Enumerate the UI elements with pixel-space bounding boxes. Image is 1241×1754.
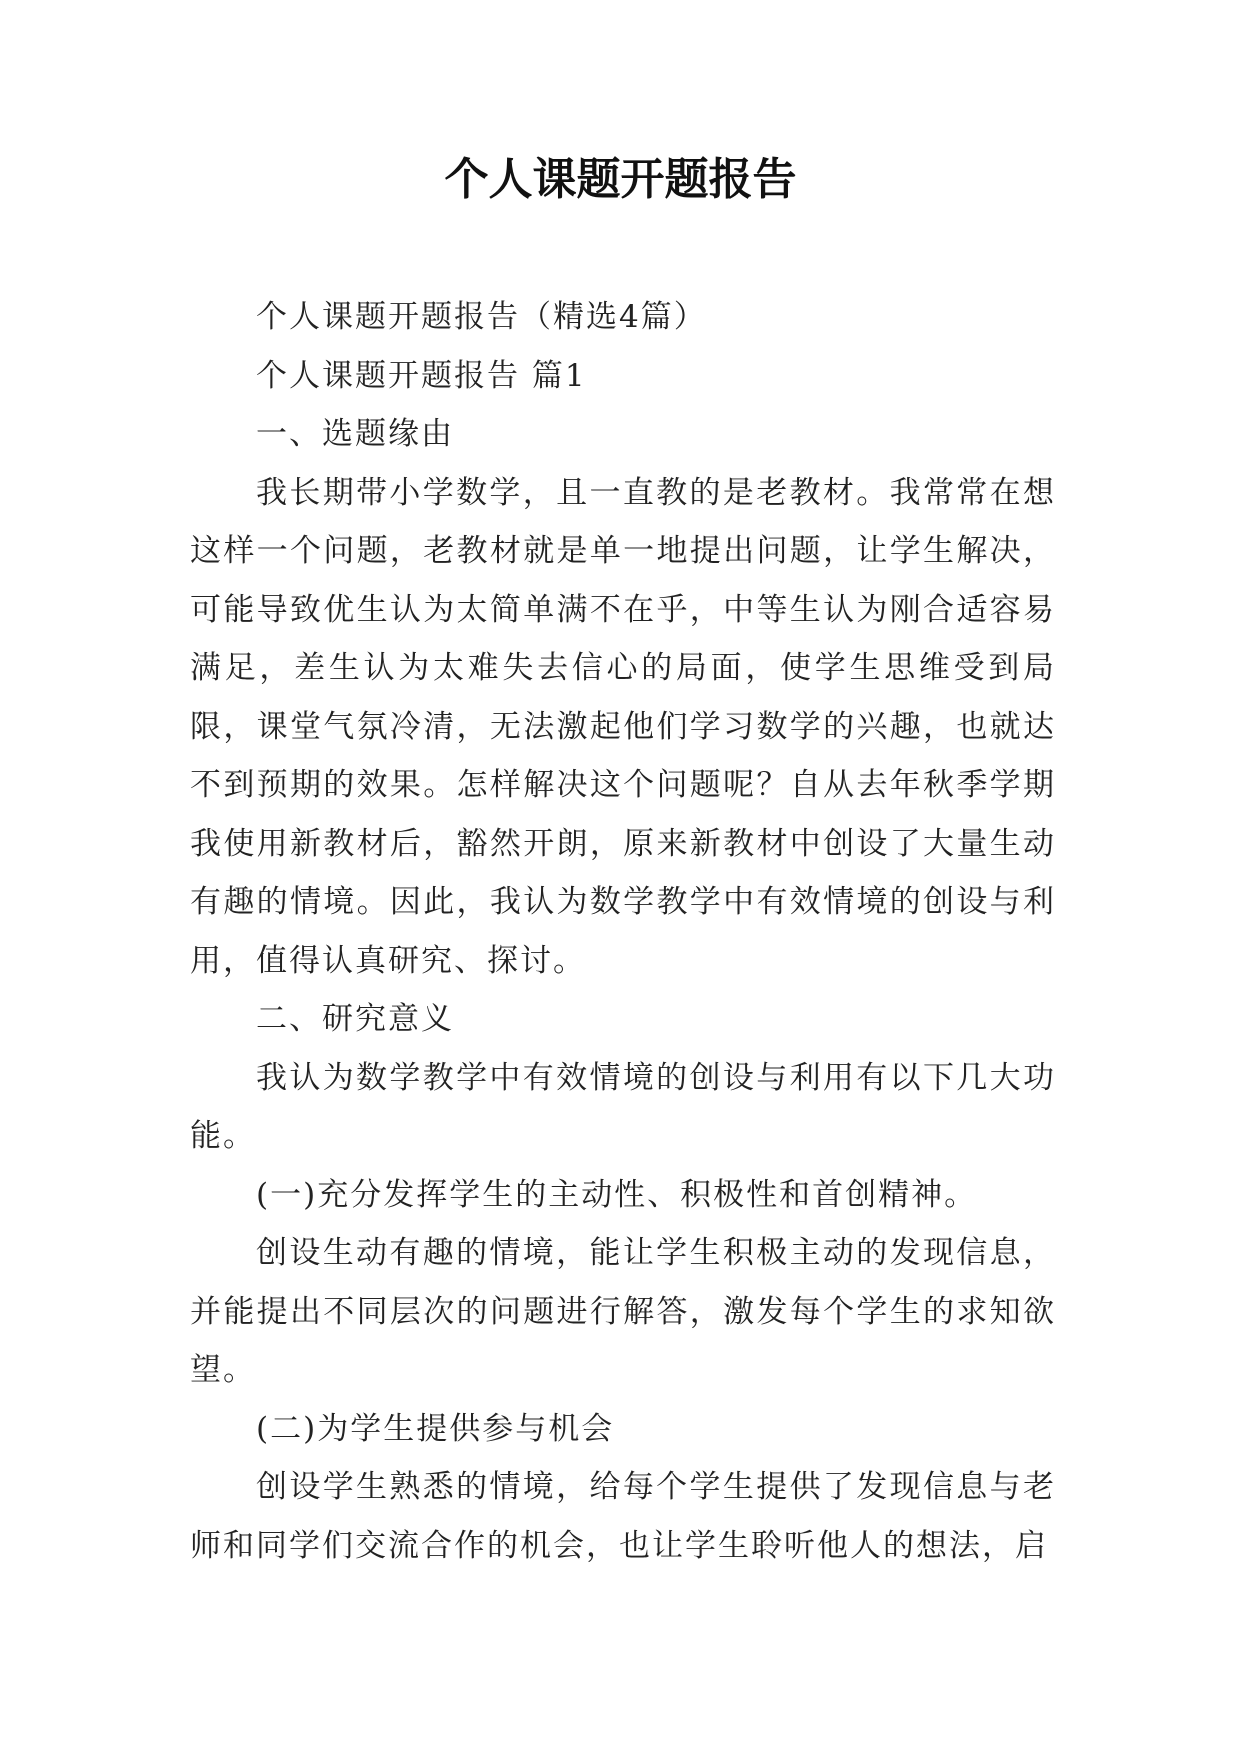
paragraph-reason: 我长期带小学数学，且一直教的是老教材。我常常在想这样一个问题，老教材就是单一地提出问题，让学生解决，可能导致优生认为太简单满不在乎，中等生认为刚合适容易满足，差生认为太难失去信心的局面，使学生思维受到局限，课堂气氛冷清，无法激起他们学习数学的兴趣，也就达不到预期的效果。怎样解决这个问题呢？自从去年秋季学期我使用新教材后，豁然开朗，原来新教材中创设了大量生动有趣的情境。因此，我认为数学教学中有效情境的创设与利用，值得认真研究、探讨。 (190, 474, 1056, 979)
heading-significance: 二、研究意义 (256, 1001, 454, 1037)
paragraph-significance: 我认为数学教学中有效情境的创设与利用有以下几大功能。 (190, 1059, 1056, 1154)
document-title: 个人课题开题报告 (444, 154, 797, 205)
paragraph-participation: 创设学生熟悉的情境，给每个学生提供了发现信息与老师和同学们交流合作的机会，也让学生聆听他人的想法，启 (190, 1469, 1056, 1564)
document-body (190, 288, 1056, 1575)
subheading-initiative: (一)充分发挥学生的主动性、积极性和首创精神。 (256, 1176, 978, 1213)
subheading-participation: (二)为学生提供参与机会 (256, 1410, 615, 1447)
heading-reason: 一、选题缘由 (256, 416, 454, 452)
section-label: 个人课题开题报告 篇1 (256, 357, 587, 394)
subtitle-line: 个人课题开题报告（精选4篇） (256, 299, 707, 335)
paragraph-initiative: 创设生动有趣的情境，能让学生积极主动的发现信息，并能提出不同层次的问题进行解答，激发每个学生的求知欲望。 (190, 1235, 1056, 1388)
